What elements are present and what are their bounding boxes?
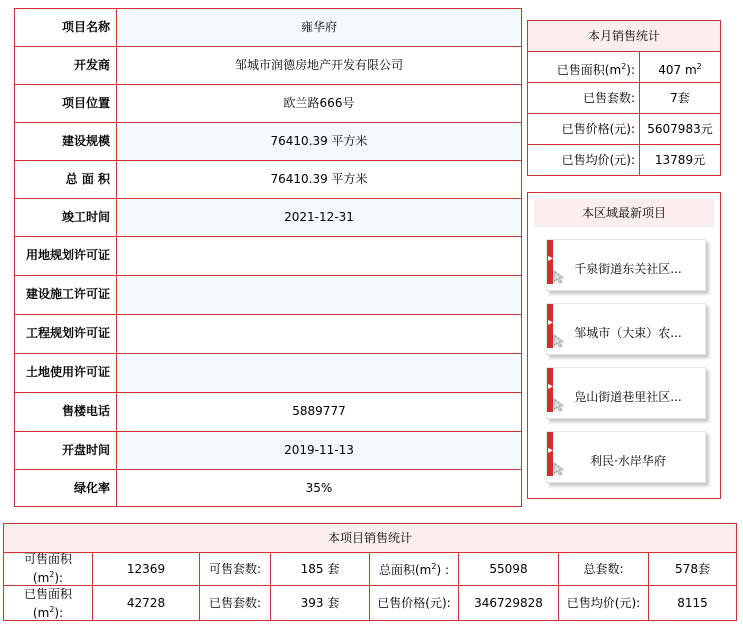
latest-project-card[interactable] <box>546 431 706 483</box>
available-area-value: 12369 <box>93 552 200 585</box>
info-value <box>117 315 521 353</box>
available-units-label: 可售套数: <box>200 552 271 585</box>
info-value: 5889777 <box>292 404 346 418</box>
sold-units-label: 已售套数: <box>200 586 271 620</box>
info-value: 雍华府 <box>117 9 521 46</box>
info-label: 总 面 积 <box>15 161 117 198</box>
chevron-right-icon: ▸ <box>548 381 554 392</box>
info-label: 项目位置 <box>15 85 117 122</box>
monthly-avg-label: 已售均价(元): <box>528 145 640 176</box>
info-value: 欧兰路666号 <box>283 96 355 110</box>
info-label: 售楼电话 <box>15 393 117 431</box>
info-value <box>117 237 521 275</box>
latest-project-link[interactable]: 邹城市（大束）农... <box>574 326 682 340</box>
info-value: 2019-11-13 <box>117 432 521 469</box>
info-label: 土地使用许可证 <box>15 354 117 392</box>
info-row-completion <box>15 199 521 237</box>
monthly-area-value: 407 $m^2$ <box>658 62 702 77</box>
sold-avg-value: 8115 <box>677 596 708 610</box>
info-row-green-rate <box>15 470 521 506</box>
info-label: 工程规划许可证 <box>15 315 117 353</box>
info-label: 竣工时间 <box>15 199 117 236</box>
monthly-area-label: 已售面积$(m^2)$: <box>528 52 640 82</box>
info-row-construction-permit <box>15 276 521 315</box>
monthly-units-label: 已售套数: <box>528 83 640 113</box>
latest-project-link[interactable]: 利民·水岸华府 <box>590 454 666 468</box>
total-units-value: 578套 <box>675 561 710 576</box>
monthly-price-row <box>528 114 720 145</box>
info-row-scale <box>15 123 521 161</box>
info-label: 建设施工许可证 <box>15 276 117 314</box>
info-value: 76410.39 平方米 <box>117 123 521 160</box>
info-row-total-area <box>15 161 521 199</box>
available-units-value: 185 套 <box>271 552 370 585</box>
info-label: 建设规模 <box>15 123 117 160</box>
monthly-sales-stats <box>527 20 721 176</box>
info-row-sales-phone <box>15 393 521 432</box>
info-value: 35% <box>305 481 333 495</box>
latest-project-link[interactable]: 千泉街道东关社区... <box>574 262 682 276</box>
latest-project-link[interactable]: 凫山街道巷里社区... <box>574 390 682 404</box>
info-label: 开盘时间 <box>15 432 117 469</box>
monthly-avg-row <box>528 145 720 176</box>
chevron-right-icon: ▸ <box>548 317 554 328</box>
info-row-developer <box>15 47 521 85</box>
info-label: 开发商 <box>15 47 117 84</box>
project-info-table <box>14 8 522 507</box>
total-area-label: 总面积$(m^2)$ : <box>370 552 459 585</box>
latest-projects-panel <box>527 192 721 499</box>
sold-area-value: 42728 <box>93 586 200 620</box>
chevron-right-icon: ▸ <box>548 445 554 456</box>
info-value: 76410.39 平方米 <box>270 172 368 186</box>
monthly-units-value: 7套 <box>670 91 690 105</box>
info-row-location <box>15 85 521 123</box>
total-area-value: 55098 <box>459 552 559 585</box>
latest-projects-title: 本区域最新项目 <box>534 199 714 227</box>
monthly-area-row <box>528 52 720 83</box>
sold-price-label: 已售价格(元): <box>370 586 459 620</box>
monthly-stats-title: 本月销售统计 <box>528 21 720 52</box>
monthly-price-value: 5607983元 <box>647 122 713 136</box>
info-label: 项目名称 <box>15 9 117 46</box>
latest-project-card[interactable] <box>546 239 706 291</box>
sold-price-value: 346729828 <box>459 586 559 620</box>
info-row-engineering-permit <box>15 315 521 354</box>
info-row-opening-date <box>15 432 521 470</box>
monthly-avg-value: 13789元 <box>654 153 706 167</box>
total-units-label: 总套数: <box>559 552 649 585</box>
chevron-right-icon: ▸ <box>548 253 554 264</box>
latest-project-card[interactable] <box>546 303 706 355</box>
sold-area-label: 已售面积 $(m^2)$: <box>4 586 93 620</box>
project-sales-stats <box>3 523 737 621</box>
info-row-name <box>15 9 521 47</box>
info-value <box>117 354 521 392</box>
available-area-label: 可售面积 $(m^2)$: <box>4 552 93 585</box>
info-label: 绿化率 <box>15 470 117 506</box>
project-stats-row-sold <box>4 586 736 620</box>
info-value: 邹城市润德房地产开发有限公司 <box>234 58 403 72</box>
info-label: 用地规划许可证 <box>15 237 117 275</box>
latest-project-card[interactable] <box>546 367 706 419</box>
sold-units-value: 393 套 <box>271 586 370 620</box>
project-stats-title: 本项目销售统计 <box>4 524 736 553</box>
sold-avg-label: 已售均价(元): <box>559 586 649 620</box>
monthly-price-label: 已售价格(元): <box>528 114 640 144</box>
info-row-land-planning-permit <box>15 237 521 276</box>
info-value <box>117 276 521 314</box>
monthly-units-row <box>528 83 720 114</box>
info-value: 2021-12-31 <box>117 199 521 236</box>
project-stats-row-available <box>4 552 736 586</box>
info-row-land-use-permit <box>15 354 521 393</box>
